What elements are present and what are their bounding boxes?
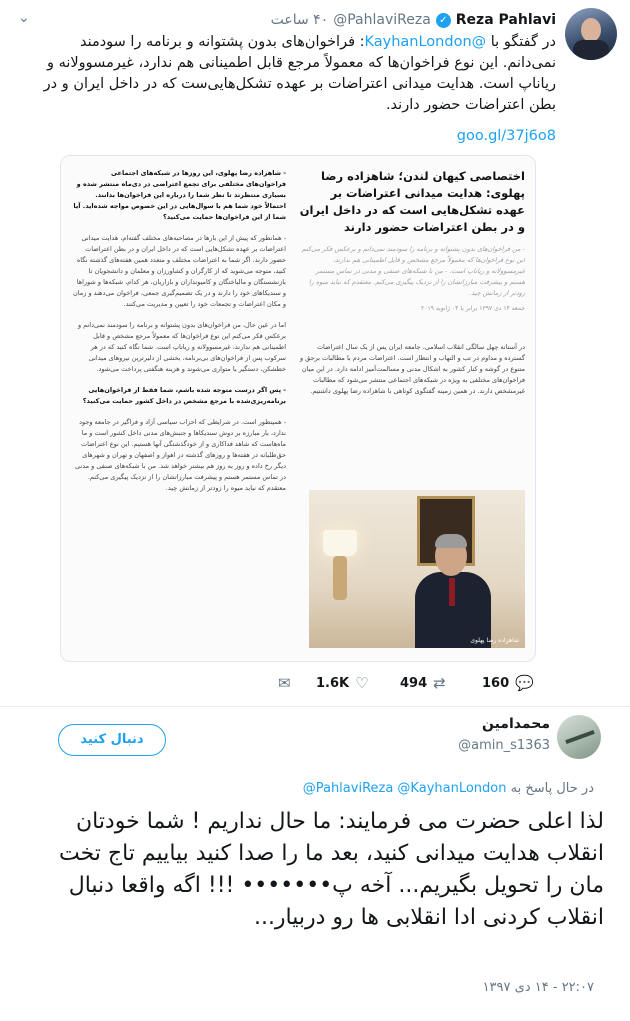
author-name[interactable]: Reza Pahlavi bbox=[455, 12, 556, 28]
reply-icon: 💬 bbox=[515, 674, 534, 692]
tweet-link[interactable]: goo.gl/37j6o8 bbox=[456, 128, 556, 144]
replying-mentions[interactable]: @PahlaviReza @KayhanLondon bbox=[302, 781, 507, 796]
photo-caption: شاهزاده رضا پهلوی bbox=[470, 637, 519, 644]
article-photo bbox=[309, 490, 525, 648]
article-answer-1: - همانطور که پیش از این بارها در مصاحبه‌های مختلف گفته‌ام، هدایت میدانی اعتراضات بر عهده تشکل‌هایی است که در داخل ایران و در بطن اعتراضات حضور دارند. اگر شما به اعتراضات مختلف و متعدد همین هفته‌های گذشته نگاه کنید، متوجه می‌شوید که از کارگران و کشاورزان و معلمان و دانشجویان تا بازنشستگان و مالباختگان و کامیونداران و بازاریان، هر کدام، شبکه‌ها و شوراها و سندیکاهای خود را دارند و در یک تصمیم‌گیری جمعی، فراخوان می‌دهند و زمان و مکان اعتراضات و تجمعات خود را تعیین و مدیریت می‌کنند. bbox=[73, 234, 286, 308]
lamp-base bbox=[333, 556, 347, 600]
article-question-1: - شاهزاده رضا پهلوی، این روزها در شبکه‌های اجتماعی فراخوان‌های مختلفی برای تجمع اعتراضی در دی‌ماه منتشر شده و بسیاری منتظرند تا نظر شما را درباره این فراخوان‌ها بدانند. احتمالاً خود شما هم با سوال‌هایی در این خصوص مواجه شده‌اید. آیا شما از این فراخوان‌ها حمایت می‌کنید؟ bbox=[73, 169, 286, 221]
author-handle[interactable]: @PahlaviReza bbox=[333, 12, 431, 28]
reply-text: لذا اعلی حضرت می فرمایند: ما حال نداریم ! شما خودتان انقلاب هدایت میدانی کنید، بعد ما را صدا کنید بیاییم تاج تخت مان را تحویل بگیریم... آخه پ••••••• !!! اگه واقعا دنبال انقلاب کردنی ادا انقلابی ها رو دربیار... bbox=[58, 809, 604, 930]
article-answer-3: - همینطور است. در شرایطی که احزاب سیاسی آزاد و فراگیر در جامعه وجود ندارد، بار مبارزه بر دوش سندیکاها و جنبش‌های مدنی داخل کشور است و ما ماه‌هاست که شاهد فداکاری و از خودگذشتگی آنها هستیم. این نوع اعتراضات حق‌طلبانه در هفته‌ها و روزهای گذشته در اهواز و اصفهان و تهران و شهرهای دیگر رخ داده و روز به روز هم بیشتر خواهد شد. من با شبکه‌های صنفی و مدنی در تماس مستمر هستم و پیشرفت مبارزاتشان را از نزدیک پیگیری می‌کنم. معتقدم که نباید میوه را زودتر از زمانش چید. bbox=[75, 418, 286, 492]
retweet-button[interactable] bbox=[400, 674, 446, 692]
lamp-shade bbox=[323, 530, 357, 556]
tweet-text bbox=[36, 32, 556, 116]
like-count: 1.6K bbox=[316, 675, 350, 691]
avatar-reply[interactable] bbox=[557, 715, 601, 759]
reply-author-handle[interactable]: @amin_s1363 bbox=[458, 738, 550, 753]
reply-author-name[interactable]: محمدامین bbox=[481, 716, 550, 732]
heart-icon: ♡ bbox=[355, 674, 369, 692]
follow-button[interactable]: دنبال کنید bbox=[58, 724, 166, 756]
article-answer-2: اما در عین حال، من فراخوان‌های بدون پشتوانه و برنامه را سودمند نمی‌دانم و برعکس فکر می‌کنم این نوع فراخوان‌ها که معمولاً مرجع مشخص و قابل اطمینانی هم ندارند، غیرمسوولانه و ریاناپ است. شما نگاه کنید که در هر سرکوب پس از فراخوان‌های بی‌برنامه، بخشی از دلیرترین نیروهای میدانی خطشکن، دستگیر یا متواری می‌شوند و هزینه هنگفتی پرداخت می‌شود. bbox=[77, 321, 286, 373]
envelope-icon: ✉ bbox=[278, 674, 291, 692]
replying-prefix: در حال پاسخ به bbox=[506, 781, 594, 796]
reply-button[interactable] bbox=[482, 674, 534, 692]
article-lede: - من فراخوان‌های بدون پشتوانه و برنامه را سودمند نمی‌دانم و برعکس فکر می‌کنم این نوع فراخوان‌ها که معمولاً مرجع مشخص و قابل اطمینانی هم ندارند، غیرمسوولانه و ریاناپ است. - من با شبکه‌های صنفی و مدنی در تماس مستمر هستم و پیشرفت مبارزاتشان را از نزدیک پیگیری می‌کنم. معتقدم که نباید میوه را زودتر از زمانش چید. bbox=[301, 245, 525, 297]
avatar-suit bbox=[573, 40, 609, 60]
reply-timestamp[interactable]: ۲۲:۰۷ - ۱۴ دی ۱۳۹۷ bbox=[482, 980, 594, 995]
article-headline: اختصاصی کیهان لندن؛ شاهزاده رضا پهلوی: هدایت میدانی اعتراضات بر عهده تشکل‌هایی است که در داخل ایران و در بطن اعتراضات حضور دارند bbox=[299, 169, 525, 234]
tweet-header bbox=[271, 10, 556, 30]
verified-badge-icon: ✓ bbox=[436, 13, 451, 28]
like-button[interactable] bbox=[316, 674, 369, 692]
person-tie bbox=[449, 578, 455, 606]
reply-count: 160 bbox=[482, 675, 510, 691]
article-intro: در آستانه چهل سالگی انقلاب اسلامی، جامعه ایران پس از یک سال اعتراضات گسترده و مداوم در تب و التهاب و انتظار است. اعتراضات مردم با مطالبات برحق و متنوع در گوشه و کنار کشور به اشکال مدنی و مسالمت‌آمیز ادامه دارد. در این میان فراخوان‌های مختلفی به ویژه در شبکه‌های اجتماعی منتشر می‌شود که مطالبات غیرمشخص دارند. در همین زمینه گفتگوی کوتاهی با شاهزاده رضا پهلوی داشتیم. bbox=[299, 343, 525, 395]
article-date: جمعه ۱۴ دی ۱۳۹۷ برابر با ۰۴ ژانویه ۲۰۱۹ bbox=[421, 305, 525, 312]
avatar-face bbox=[581, 18, 601, 42]
person-hair bbox=[435, 534, 467, 548]
dm-button[interactable] bbox=[278, 674, 291, 692]
avatar-pen bbox=[565, 730, 595, 744]
tweet-text-body: : فراخوان‌های بدون پشتوانه و برنامه را سودمند نمی‌دانم. این نوع فراخوان‌ها که معمولاً مرجع قابل اطمینانی هم ندارد، غیرمسوولانه و ریاناپ است. هدایت میدانی اعتراضات بر عهده تشکل‌هایی‌ست که در داخل ایران و در بطن اعتراضات حضور دارند. bbox=[43, 34, 556, 113]
article-column-left bbox=[73, 168, 286, 648]
tweet-actions bbox=[0, 674, 630, 696]
tweet-text-lead: در گفتگو با bbox=[486, 34, 556, 50]
replying-to bbox=[34, 781, 594, 796]
article-card[interactable] bbox=[60, 155, 536, 662]
chevron-down-icon[interactable]: ⌄ bbox=[18, 10, 30, 26]
retweet-icon: ⇄ bbox=[433, 674, 446, 692]
article-question-2: - پس اگر درست متوجه شده باشم، شما فقط از فراخوان‌هایی برنامه‌ریزی‌شده با مرجع مشخص در داخل کشور حمایت می‌کنید؟ bbox=[82, 386, 286, 405]
retweet-count: 494 bbox=[400, 675, 428, 691]
divider bbox=[0, 706, 630, 707]
timestamp[interactable]: ۴۰ ساعت bbox=[270, 12, 329, 28]
mention-link[interactable]: @KayhanLondon bbox=[364, 34, 487, 50]
avatar[interactable] bbox=[565, 8, 617, 60]
